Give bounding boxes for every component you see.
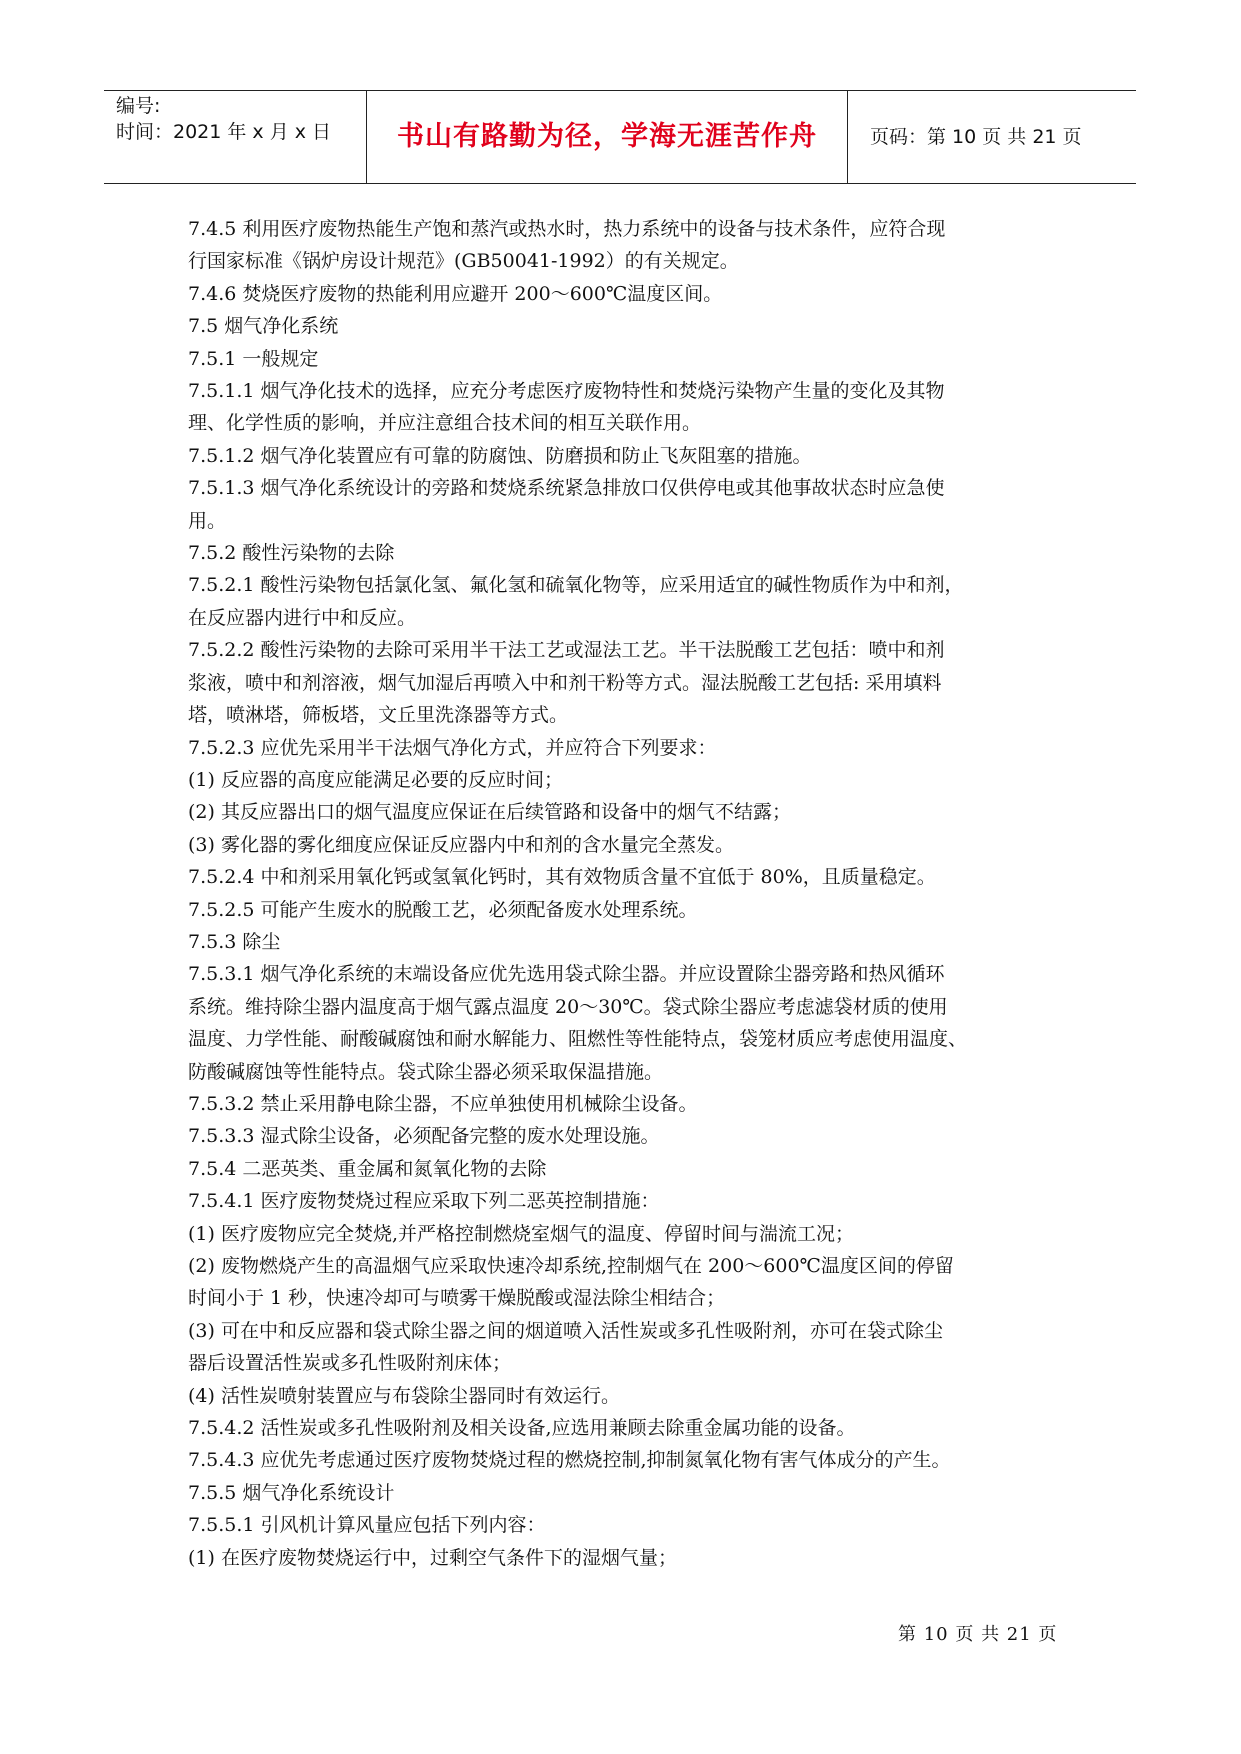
body-line: 器后设置活性炭或多孔性吸附剂床体；	[188, 1352, 512, 1375]
body-line: (2) 其反应器出口的烟气温度应保证在后续管路和设备中的烟气不结露；	[188, 801, 791, 824]
body-line: 7.5.4.3 应优先考虑通过医疗废物焚烧过程的燃烧控制,抑制氮氧化物有害气体成分的产生。	[188, 1449, 951, 1472]
body-line: 时间小于 1 秒，快速冷却可与喷雾干燥脱酸或湿法除尘相结合；	[188, 1287, 726, 1310]
body-line: 行国家标准《锅炉房设计规范》(GB50041-1992）的有关规定。	[188, 250, 739, 273]
motto-text: 书山有路勤为径，学海无涯苦作舟	[397, 121, 817, 152]
page-footer: 第 10 页 共 21 页	[898, 1624, 1058, 1645]
body-line: (1) 反应器的高度应能满足必要的反应时间；	[188, 768, 563, 791]
body-line: 7.4.5 利用医疗废物热能生产饱和蒸汽或热水时，热力系统中的设备与技术条件，应符合现	[188, 218, 946, 240]
body-line: 用。	[188, 509, 227, 532]
body-line: 7.5.1.1 烟气净化技术的选择，应充分考虑医疗废物特性和焚烧污染物产生量的变化及其物	[188, 380, 945, 403]
body-line: 7.5.2.3 应优先采用半干法烟气净化方式，并应符合下列要求：	[188, 736, 717, 759]
body-line: 浆液，喷中和剂溶液，烟气加湿后再喷入中和剂干粉等方式。湿法脱酸工艺包括: 采用填料	[188, 671, 942, 694]
body-line: 系统。维持除尘器内温度高于烟气露点温度 20～30℃。袋式除尘器应考虑滤袋材质的使用	[188, 995, 948, 1018]
body-line: (1) 医疗废物应完全焚烧,并严格控制燃烧室烟气的温度、停留时间与湍流工况；	[188, 1222, 854, 1245]
body-line: (2) 废物燃烧产生的高温烟气应采取快速冷却系统,控制烟气在 200～600℃温度区间的停留	[188, 1255, 954, 1277]
body-line: (1) 在医疗废物焚烧运行中，过剩空气条件下的湿烟气量；	[188, 1546, 677, 1569]
header-page-cell	[848, 91, 1136, 183]
body-line: 7.4.6 焚烧医疗废物的热能利用应避开 200～600℃温度区间。	[188, 282, 723, 305]
body-line: 7.5.3 除尘	[188, 930, 281, 953]
body-line: 7.5.2.5 可能产生废水的脱酸工艺，必须配备废水处理系统。	[188, 898, 698, 921]
body-line: (3) 可在中和反应器和袋式除尘器之间的烟道喷入活性炭或多孔性吸附剂，亦可在袋式除尘	[188, 1319, 943, 1342]
body-line: (3) 雾化器的雾化细度应保证反应器内中和剂的含水量完全蒸发。	[188, 833, 734, 856]
body-line: 7.5 烟气净化系统	[188, 315, 339, 338]
body-line: (4) 活性炭喷射装置应与布袋除尘器同时有效运行。	[188, 1384, 620, 1407]
document-header	[104, 90, 1136, 184]
header-meta-cell	[104, 91, 366, 183]
body-line: 7.5.2.4 中和剂采用氧化钙或氢氧化钙时，其有效物质含量不宜低于 80%，且质量稳定。	[188, 866, 936, 889]
body-line: 理、化学性质的影响，并应注意组合技术间的相互关联作用。	[188, 412, 702, 435]
body-line: 7.5.1.3 烟气净化系统设计的旁路和焚烧系统紧急排放口仅供停电或其他事故状态时应急使	[188, 477, 945, 500]
body-line: 7.5.2.2 酸性污染物的去除可采用半干法工艺或湿法工艺。半干法脱酸工艺包括：喷中和剂	[188, 639, 945, 662]
body-line: 7.5.1 一般规定	[188, 347, 319, 370]
body-line: 防酸碱腐蚀等性能特点。袋式除尘器必须采取保温措施。	[188, 1060, 664, 1083]
body-line: 7.5.3.2 禁止采用静电除尘器，不应单独使用机械除尘设备。	[188, 1092, 698, 1115]
body-line: 7.5.4.1 医疗废物焚烧过程应采取下列二恶英控制措施：	[188, 1190, 660, 1213]
body-line: 7.5.2.1 酸性污染物包括氯化氢、氟化氢和硫氧化物等，应采用适宜的碱性物质作为中和剂，	[188, 574, 964, 597]
body-line: 7.5.2 酸性污染物的去除	[188, 542, 395, 565]
document-number-label: 编号:	[116, 95, 161, 117]
body-line: 塔，喷淋塔，筛板塔，文丘里洗涤器等方式。	[188, 704, 569, 727]
body-line: 7.5.3.3 湿式除尘设备，必须配备完整的废水处理设施。	[188, 1125, 660, 1148]
header-motto-cell	[366, 91, 848, 183]
document-time-label: 时间：2021 年 x 月 x 日	[116, 121, 332, 143]
document-body	[188, 213, 1068, 1574]
body-line: 7.5.4.2 活性炭或多孔性吸附剂及相关设备,应选用兼顾去除重金属功能的设备。	[188, 1417, 856, 1440]
body-line: 7.5.4 二恶英类、重金属和氮氧化物的去除	[188, 1157, 547, 1180]
body-line: 温度、力学性能、耐酸碱腐蚀和耐水解能力、阻燃性等性能特点，袋笼材质应考虑使用温度、	[188, 1028, 968, 1051]
body-line: 7.5.5 烟气净化系统设计	[188, 1481, 395, 1504]
body-line: 7.5.5.1 引风机计算风量应包括下列内容：	[188, 1514, 546, 1537]
body-line: 7.5.3.1 烟气净化系统的末端设备应优先选用袋式除尘器。并应设置除尘器旁路和热风循环	[188, 963, 945, 986]
body-line: 在反应器内进行中和反应。	[188, 606, 417, 629]
body-line: 7.5.1.2 烟气净化装置应有可靠的防腐蚀、防磨损和防止飞灰阻塞的措施。	[188, 444, 812, 467]
header-page-info: 页码：第 10 页 共 21 页	[870, 126, 1082, 148]
